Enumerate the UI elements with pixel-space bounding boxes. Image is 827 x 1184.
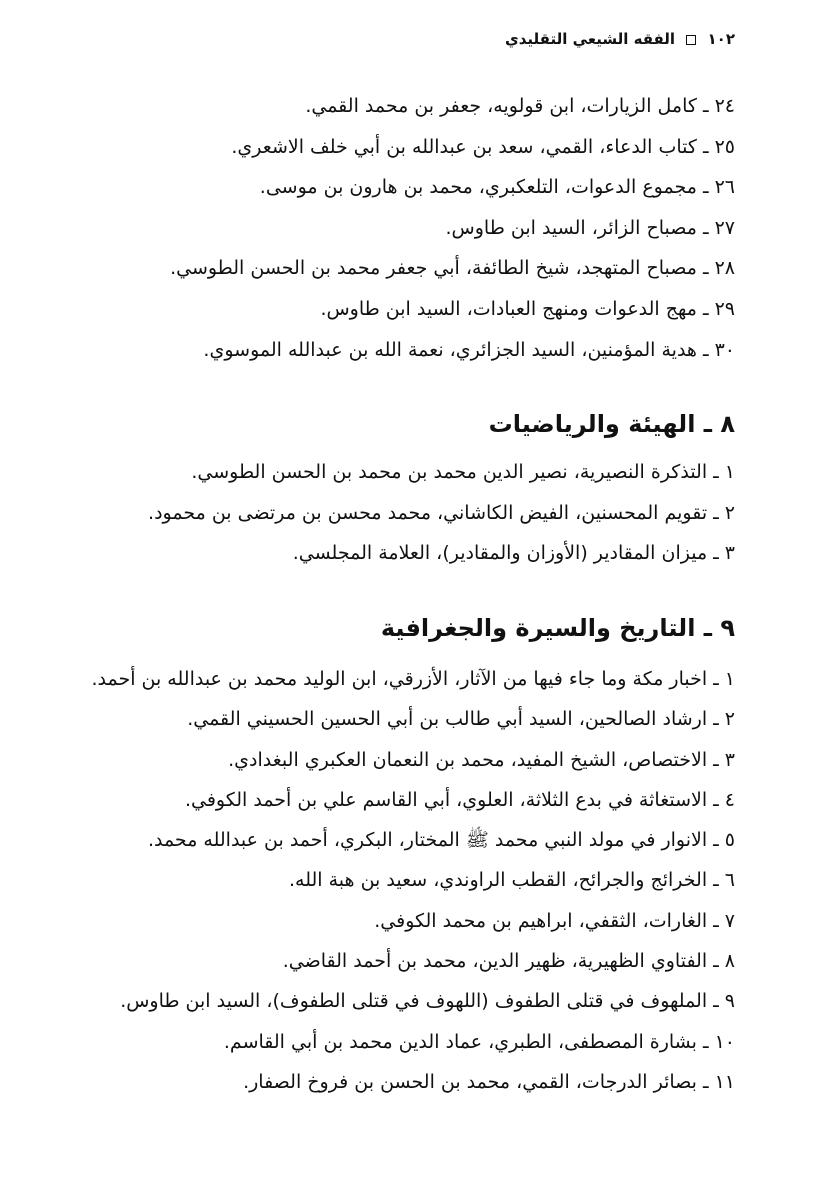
- reference-list-history: [40, 659, 735, 1102]
- list-item: ٣ ـ الاختصاص، الشيخ المفيد، محمد بن النعمان العكبري البغدادي.: [228, 748, 735, 771]
- list-item: ١ ـ اخبار مكة وما جاء فيها من الآثار، الأزرقي، ابن الوليد محمد بن عبدالله بن أحمد.: [91, 668, 735, 690]
- list-item: ٢٥ ـ كتاب الدعاء، القمي، سعد بن عبدالله بن أبي خلف الاشعري.: [231, 135, 735, 158]
- reference-list-astronomy: [40, 452, 735, 574]
- list-item: ٦ ـ الخرائج والجرائح، القطب الراوندي، سعيد بن هبة الله.: [288, 869, 735, 892]
- list-item: ٢٨ ـ مصباح المتهجد، شيخ الطائفة، أبي جعفر محمد بن الحسن الطوسي.: [170, 257, 735, 280]
- list-item: ٣ ـ ميزان المقادير (الأوزان والمقادير)، العلامة المجلسي.: [292, 542, 735, 565]
- page-number: ١٠٢: [707, 30, 735, 48]
- list-item: ٢ ـ ارشاد الصالحين، السيد أبي طالب بن أبي الحسين الحسيني القمي.: [187, 708, 735, 731]
- section-heading-history: ٩ ـ التاريخ والسيرة والجغرافية: [380, 614, 735, 642]
- list-item: ٣٠ ـ هدية المؤمنين، السيد الجزائري، نعمة الله بن عبدالله الموسوي.: [203, 338, 735, 361]
- list-item: ١ ـ التذكرة النصيرية، نصير الدين محمد بن محمد بن الحسن الطوسي.: [191, 461, 735, 483]
- section-heading-astronomy: ٨ ـ الهيئة والرياضيات: [488, 410, 735, 438]
- running-header: [505, 30, 735, 48]
- square-ornament-icon: [686, 35, 696, 45]
- reference-list-prayers: [40, 86, 735, 370]
- list-item: ٧ ـ الغارات، الثقفي، ابراهيم بن محمد الكوفي.: [374, 909, 735, 932]
- list-item: ٩ ـ الملهوف في قتلى الطفوف (اللهوف في قتلى الطفوف)، السيد ابن طاوس.: [120, 990, 735, 1013]
- list-item: ٢٩ ـ مهج الدعوات ومنهج العبادات، السيد ابن طاوس.: [320, 297, 735, 320]
- list-item: ١٠ ـ بشارة المصطفى، الطبري، عماد الدين محمد بن أبي القاسم.: [223, 1030, 735, 1053]
- list-item: ٢ ـ تقويم المحسنين، الفيض الكاشاني، محمد محسن بن مرتضى بن محمود.: [148, 501, 735, 524]
- list-item: ٢٤ ـ كامل الزيارات، ابن قولويه، جعفر بن محمد القمي.: [305, 95, 735, 117]
- book-title: الفقه الشيعي التقليدي: [505, 30, 676, 48]
- list-item: ١١ ـ بصائر الدرجات، القمي، محمد بن الحسن بن فروخ الصفار.: [243, 1070, 735, 1093]
- list-item: ٤ ـ الاستغاثة في بدع الثلاثة، العلوي، أبي القاسم علي بن أحمد الكوفي.: [184, 788, 735, 811]
- list-item: ٢٧ ـ مصباح الزائر، السيد ابن طاوس.: [445, 216, 735, 239]
- list-item: ٨ ـ الفتاوي الظهيرية، ظهير الدين، محمد بن أحمد القاضي.: [282, 950, 735, 973]
- list-item: ٥ ـ الانوار في مولد النبي محمد ﷺ المختار، البكري، أحمد بن عبدالله محمد.: [147, 829, 735, 852]
- list-item: ٢٦ ـ مجموع الدعوات، التلعكبري، محمد بن هارون بن موسى.: [259, 176, 735, 199]
